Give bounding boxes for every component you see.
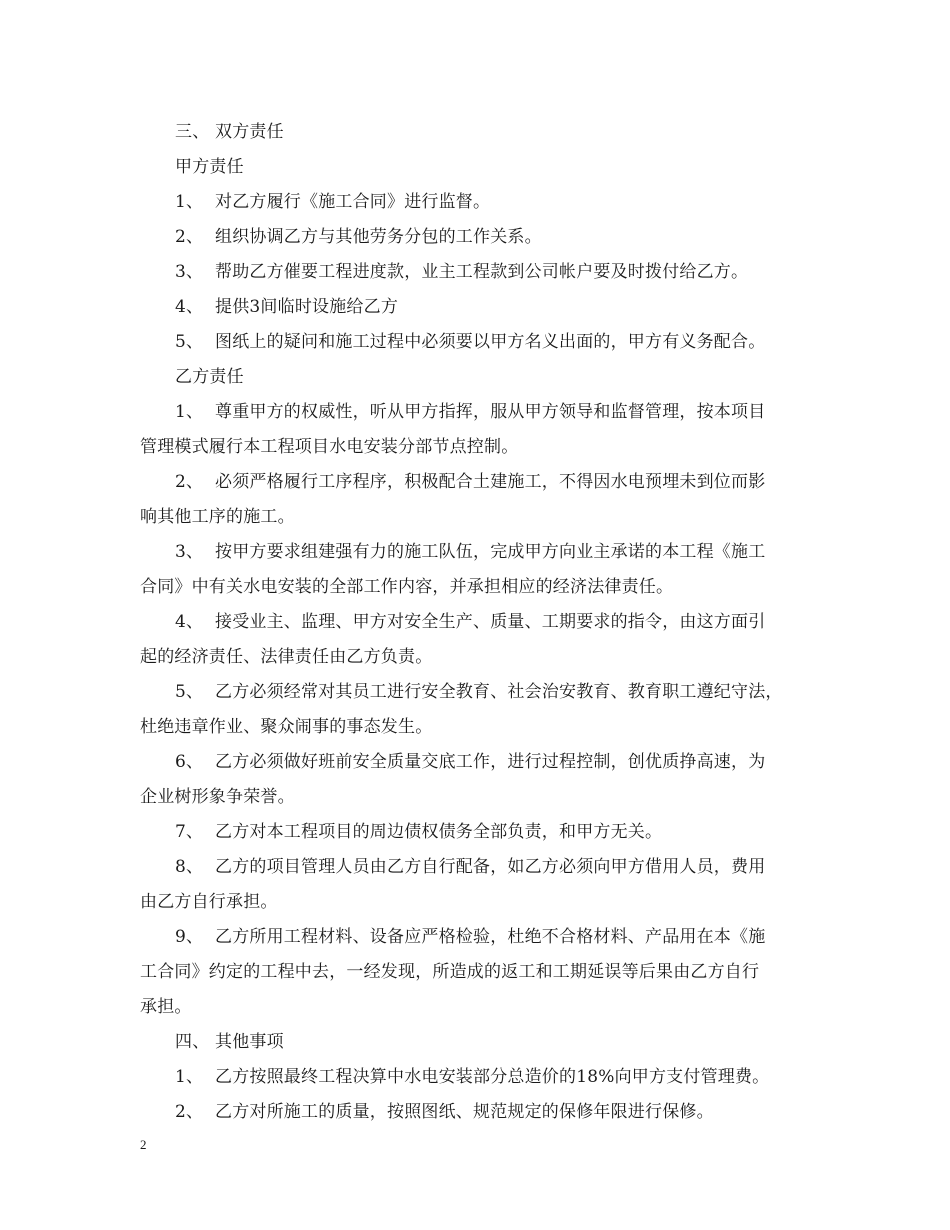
party-a-item: [140, 220, 815, 255]
item-line: [140, 395, 815, 430]
section-number: 四、: [175, 1032, 210, 1052]
party-a-item: [140, 325, 815, 360]
item-text: 乙方对本工程项目的周边债权债务全部负责，和甲方无关。: [215, 822, 663, 842]
item-number: 2、: [175, 1102, 204, 1122]
item-text-continuation: 杜绝违章作业、聚众闹事的事态发生。: [140, 717, 433, 737]
section-heading-3: [140, 115, 815, 150]
item-number: 6、: [175, 752, 204, 772]
item-text: 对乙方履行《施工合同》进行监督。: [215, 192, 491, 212]
item-number: 7、: [175, 822, 204, 842]
item-text: 组织协调乙方与其他劳务分包的工作关系。: [215, 227, 542, 247]
item-line: [140, 465, 815, 500]
item-text: 必须严格履行工序程序，积极配合土建施工，不得因水电预埋未到位而影: [215, 472, 766, 492]
item-text: 提供3间临时设施给乙方: [215, 297, 399, 317]
party-b-item: [140, 395, 815, 465]
item-number: 8、: [175, 857, 204, 877]
party-b-heading: 乙方责任: [175, 367, 244, 387]
party-b-item: [140, 675, 815, 745]
item-text-continuation: 企业树形象争荣誉。: [140, 787, 295, 807]
section-heading-4: [140, 1025, 815, 1060]
item-text-continuation: 合同》中有关水电安装的全部工作内容，并承担相应的经济法律责任。: [140, 577, 674, 597]
item-line: [140, 815, 815, 850]
party-b-item: [140, 745, 815, 815]
item-text-continuation: 由乙方自行承担。: [140, 892, 278, 912]
party-b-item: [140, 465, 815, 535]
item-text-continuation: 承担。: [140, 997, 192, 1017]
item-text: 乙方必须经常对其员工进行安全教育、社会治安教育、教育职工遵纪守法，: [215, 682, 783, 702]
item-number: 2、: [175, 227, 204, 247]
section-title: 其他事项: [215, 1032, 284, 1052]
item-number: 1、: [175, 192, 204, 212]
party-a-item: [140, 185, 815, 220]
item-text: 图纸上的疑问和施工过程中必须要以甲方名义出面的，甲方有义务配合。: [215, 332, 766, 352]
party-b-item: [140, 535, 815, 605]
item-line: [140, 745, 815, 780]
section-number: 三、: [175, 122, 210, 142]
item-number: 4、: [175, 612, 204, 632]
item-number: 9、: [175, 927, 204, 947]
item-number: 1、: [175, 402, 204, 422]
item-text: 帮助乙方催要工程进度款，业主工程款到公司帐户要及时拨付给乙方。: [215, 262, 749, 282]
item-text: 按甲方要求组建强有力的施工队伍，完成甲方向业主承诺的本工程《施工: [215, 542, 766, 562]
item-text: 接受业主、监理、甲方对安全生产、质量、工期要求的指令，由这方面引: [215, 612, 766, 632]
party-b-item: [140, 920, 815, 1025]
party-b-item: [140, 815, 815, 850]
item-number: 4、: [175, 297, 204, 317]
section-title: 双方责任: [215, 122, 284, 142]
item-text-continuation: 管理模式履行本工程项目水电安装分部节点控制。: [140, 437, 519, 457]
item-number: 3、: [175, 542, 204, 562]
item-text: 乙方所用工程材料、设备应严格检验，杜绝不合格材料、产品用在本《施: [215, 927, 766, 947]
item-number: 3、: [175, 262, 204, 282]
page-number: 2: [140, 1137, 147, 1152]
item-line: [140, 535, 815, 570]
party-a-item: [140, 290, 815, 325]
item-text: 乙方按照最终工程决算中水电安装部分总造价的18%向甲方支付管理费。: [215, 1067, 770, 1087]
item-text: 乙方必须做好班前安全质量交底工作，进行过程控制，创优质挣高速，为: [215, 752, 766, 772]
item-text-continuation: 响其他工序的施工。: [140, 507, 295, 527]
item-number: 5、: [175, 682, 204, 702]
item-text: 乙方的项目管理人员由乙方自行配备，如乙方必须向甲方借用人员，费用: [215, 857, 766, 877]
item-line: [140, 675, 815, 710]
item-line: [140, 605, 815, 640]
item-text: 尊重甲方的权威性，听从甲方指挥，服从甲方领导和监督管理，按本项目: [215, 402, 766, 422]
item-line: [140, 850, 815, 885]
document-body: [140, 115, 815, 1130]
party-b-item: [140, 605, 815, 675]
other-item: [140, 1060, 815, 1095]
item-number: 5、: [175, 332, 204, 352]
item-number: 2、: [175, 472, 204, 492]
item-number: 1、: [175, 1067, 204, 1087]
other-item: [140, 1095, 815, 1130]
party-b-item: [140, 850, 815, 920]
party-a-heading: 甲方责任: [175, 157, 244, 177]
item-line: [140, 920, 815, 955]
party-a-item: [140, 255, 815, 290]
item-text-continuation: 工合同》约定的工程中去，一经发现，所造成的返工和工期延误等后果由乙方自行: [140, 962, 760, 982]
item-text: 乙方对所施工的质量，按照图纸、规范规定的保修年限进行保修。: [215, 1102, 714, 1122]
item-text-continuation: 起的经济责任、法律责任由乙方负责。: [140, 647, 433, 667]
